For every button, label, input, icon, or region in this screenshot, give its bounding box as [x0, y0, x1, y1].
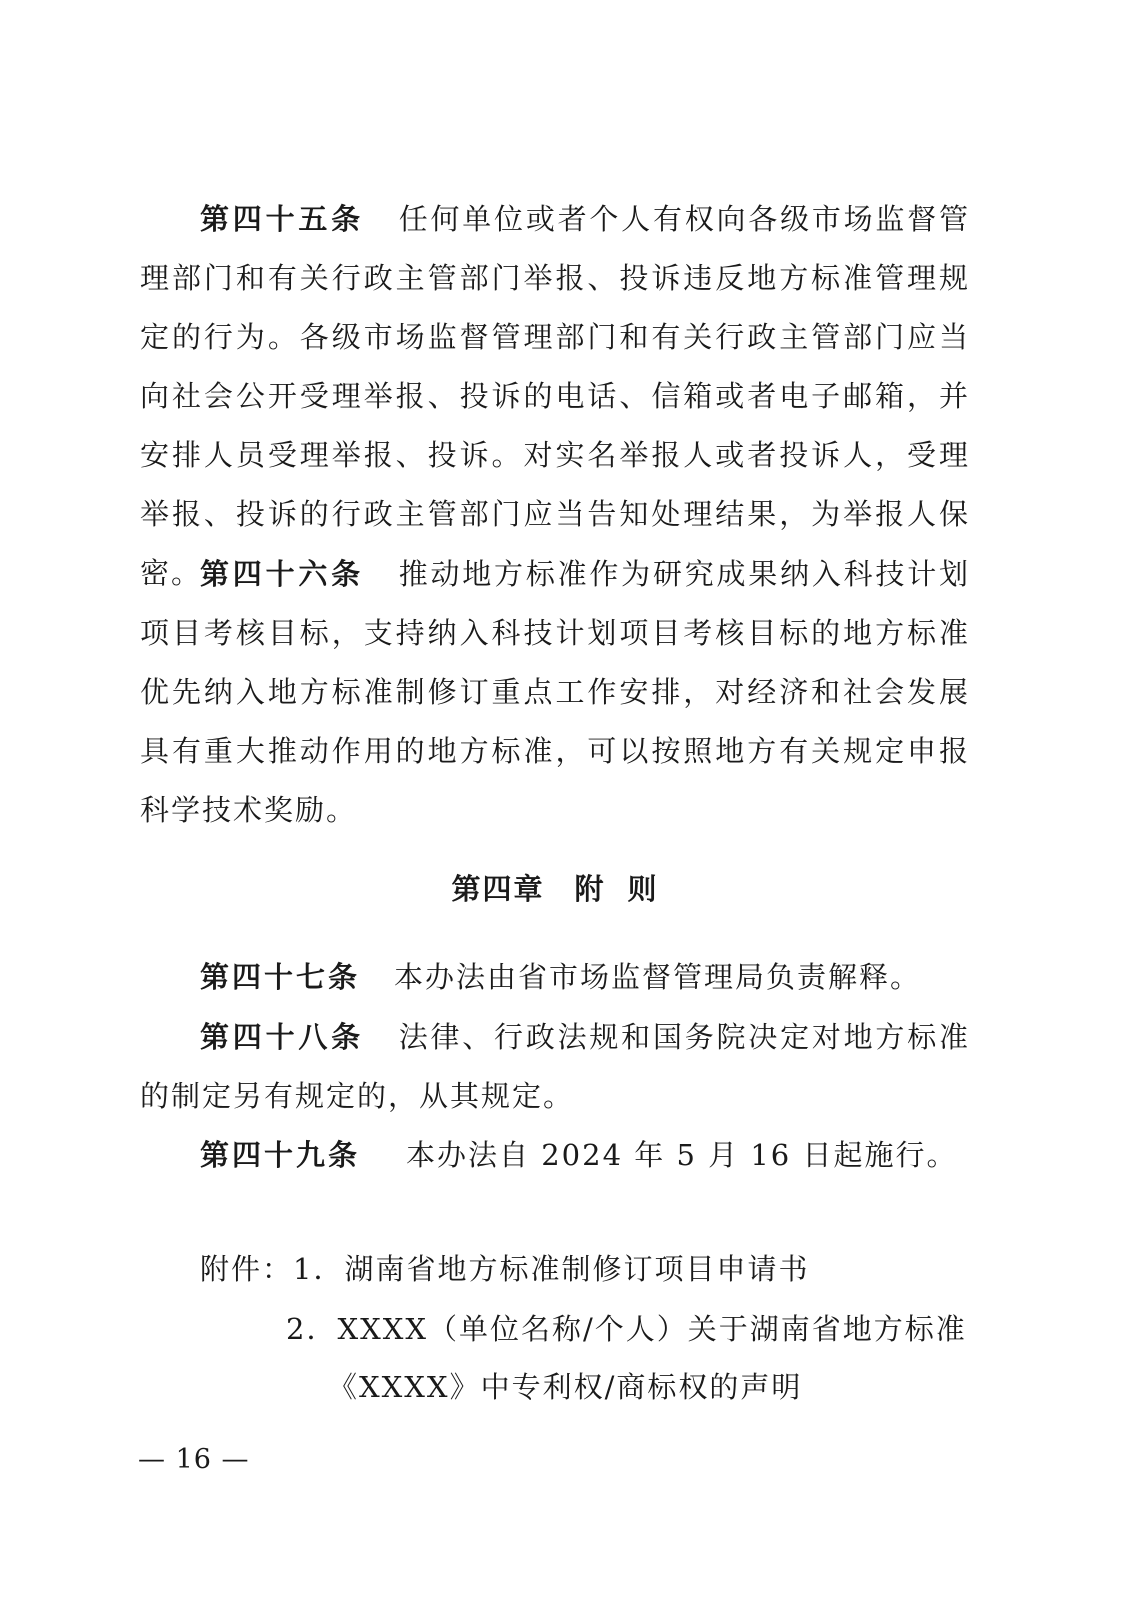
article-46 — [140, 545, 970, 840]
article-45-paragraph — [140, 190, 970, 603]
chapter-title-part2: 则 — [627, 872, 659, 906]
article-47-paragraph — [140, 948, 970, 1007]
article-49 — [140, 1126, 970, 1185]
article-47-text: 本办法由省市场监督管理局负责解释。 — [394, 960, 922, 994]
article-46-paragraph — [140, 545, 970, 840]
attachment-1-title: 湖南省地方标准制修订项目申请书 — [344, 1252, 810, 1286]
attachment-2-title-line1: XXXX（单位名称/个人）关于湖南省地方标准 — [337, 1312, 967, 1346]
article-49-paragraph — [140, 1126, 970, 1185]
article-46-text: 推动地方标准作为研究成果纳入科技计划项目考核目标，支持纳入科技计划项目考核目标的地方标准优先纳入地方标准制修订重点工作安排，对经济和社会发展具有重大推动作用的地方标准，可以按照地方有关规定申报科学技术奖励。 — [140, 557, 970, 827]
attachment-1-number: 1． — [293, 1252, 345, 1286]
article-48 — [140, 1008, 970, 1126]
page-number: — 16 — — [138, 1444, 250, 1475]
article-47 — [140, 948, 970, 1007]
chapter-number: 第四章 — [451, 872, 545, 906]
article-45-label: 第四十五条 — [200, 202, 364, 236]
attachment-2-number: 2． — [286, 1312, 338, 1346]
article-48-text: 法律、行政法规和国务院决定对地方标准的制定另有规定的，从其规定。 — [140, 1020, 970, 1113]
article-48-paragraph — [140, 1008, 970, 1126]
article-45 — [140, 190, 970, 603]
article-46-label: 第四十六条 — [200, 557, 364, 591]
article-47-label: 第四十七条 — [200, 960, 361, 994]
article-49-text: 本办法自 2024 年 5 月 16 日起施行。 — [406, 1138, 958, 1172]
attachment-prefix: 附件： — [200, 1252, 294, 1286]
attachment-1 — [140, 1240, 970, 1299]
article-49-label: 第四十九条 — [200, 1138, 361, 1172]
article-48-label: 第四十八条 — [200, 1020, 364, 1054]
chapter-heading — [140, 860, 970, 919]
attachment-2-title-line2: 《XXXX》中专利权/商标权的声明 — [328, 1370, 803, 1404]
chapter-title-part1: 附 — [574, 872, 606, 906]
attachment-2 — [140, 1300, 970, 1359]
attachment-2-continued — [140, 1358, 970, 1417]
article-45-text: 任何单位或者个人有权向各级市场监督管理部门和有关行政主管部门举报、投诉违反地方标准管理规定的行为。各级市场监督管理部门和有关行政主管部门应当向社会公开受理举报、投诉的电话、信箱或者电子邮箱，并安排人员受理举报、投诉。对实名举报人或者投诉人，受理举报、投诉的行政主管部门应当告知处理结果，为举报人保密。 — [140, 202, 970, 590]
